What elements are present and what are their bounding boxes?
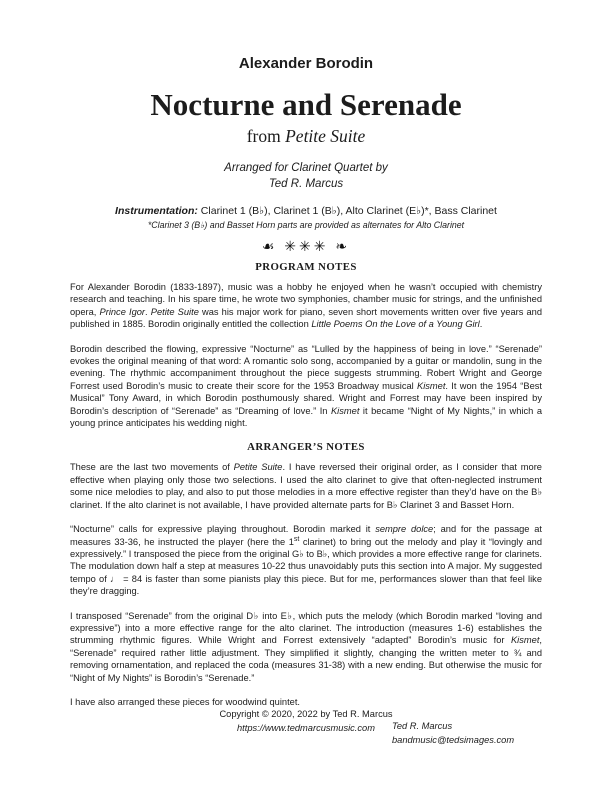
program-notes-section <box>70 281 542 429</box>
arrangers-notes-paragraph-1: These are the last two movements of Petite Suite. I have reversed their original order, as I consider that more effective when playing only those two selections. I used the alto clarinet to give that often-neglected instrument some nice melodies to play, and also to put those melodies in a more effective register than they’d have on the B♭ clarinet. If the alto clarinet is not available, I have provided alternate parts for B♭ Clarinet 3 and Basset Horn. <box>70 462 542 510</box>
arranger-credit <box>0 161 612 192</box>
signature-name: Ted R. Marcus <box>392 721 453 732</box>
arrangers-notes-heading: ARRANGER’S NOTES <box>247 441 365 454</box>
signature-email: bandmusic@tedsimages.com <box>392 734 515 745</box>
instrumentation-line <box>0 205 612 218</box>
footer-copyright: Copyright © 2020, 2022 by Ted R. Marcus <box>219 709 393 719</box>
program-notes-paragraph-1: For Alexander Borodin (1833-1897), music was a hobby he enjoyed when he wasn’t occupied with chemistry research and teaching. In his spare time, he wrote two symphonies, chamber music for strings, and the unfinished opera, Prince Igor. Petite Suite was his major work for piano, seven short movements written over five years and published in 1885. Borodin originally entitled the collection Little Poems On the Love of a Young Girl. <box>70 282 543 330</box>
instrumentation-footnote: *Clarinet 3 (B♭) and Basset Horn parts are provided as alternates for Alto Clarinet <box>147 220 465 230</box>
arrangers-notes-paragraph-3: I transposed “Serenade” from the original D♭ into E♭, which puts the melody (which Borodin marked “loving and expressive”) into a more effective range for the alto clarinet. The introduction (measures 1-6) establishes the strumming rhythmic figures. While Wright and Forrest extensively “adapted” Borodin’s music for Kismet, “Serenade” required rather little adjustment. They simplified it slightly, changing the written meter to ¾ and removing ornamentation, and replaced the coda (measures 31-38) with a new ending. But otherwise the music for “Night of My Nights” is Borodin’s “Serenade.” <box>70 610 542 683</box>
program-notes-paragraph-2: Borodin described the flowing, expressive “Nocturne” as “Lulled by the happiness of being in love.” “Serenade” evokes the original meaning of that word: A romantic solo song, accompanied by a guitar or mandolin, sung in the evening. The rhythmic accompaniment throughout the piece suggests strumming. Robert Wright and George Forrest used Borodin’s music to create their score for the 1953 Broadway musical Kismet. It won the 1954 “Best Musical” Tony Award, in which Borodin posthumously shared. Wright and Forrest may have been inspired by Borodin’s description of “Serenade” as “Dreaming of love.” In Kismet it became “Night of My Nights,” in which a young prince anticipates his wedding night. <box>70 343 542 429</box>
page-footer <box>0 707 612 735</box>
instrumentation-list: Clarinet 1 (B♭), Clarinet 1 (B♭), Alto Clarinet (E♭)*, Bass Clarinet <box>197 205 497 217</box>
arranger-credit-line: Arranged for Clarinet Quartet by <box>224 162 388 174</box>
arranger-name: Ted R. Marcus <box>268 177 344 190</box>
composer-name: Alexander Borodin <box>238 55 374 72</box>
arrangers-notes-section <box>70 461 542 747</box>
piece-subtitle: from Petite Suite <box>246 126 366 146</box>
arrangers-notes-paragraph-2: “Nocturne” calls for expressive playing throughout. Borodin marked it sempre dolce; and for the passage at measures 33-36, he instructed the player (here the 1st clarinet) to bring out the melody and play it “lovingly and expressively.” I transposed the piece from the original G♭ to B♭, which provides a more effective range for clarinets. The modulation down half a step at measures 10-22 thus unavoidably puts this section into A major. My suggested tempo of ♩ = 84 is faster than some pianists play this piece. But for me, performances slower than that feel like they’re dragging. <box>70 524 543 597</box>
arrangers-notes-paragraph-4: I have also arranged these pieces for woodwind quintet. <box>70 696 300 707</box>
program-notes-heading: PROGRAM NOTES <box>255 261 357 273</box>
piece-title: Nocturne and Serenade <box>150 87 462 122</box>
footer-url: https://www.tedmarcusmusic.com <box>237 723 375 733</box>
instrumentation-label: Instrumentation: <box>115 205 198 217</box>
fleuron-divider-icon: ☙ ✳✳✳ ❧ <box>261 238 351 254</box>
